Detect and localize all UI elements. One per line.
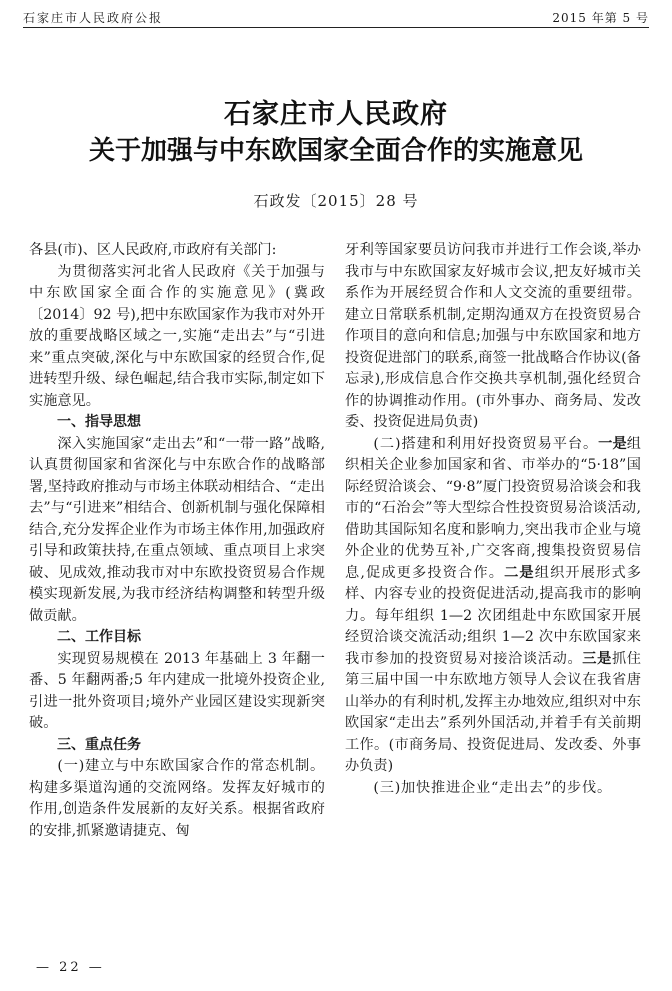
publication-name: 石家庄市人民政府公报 (23, 11, 164, 25)
document-number: 石政发〔2015〕28 号 (253, 192, 419, 210)
key-task-2-paragraph (345, 434, 641, 778)
keyword-first: 一是 (598, 435, 627, 452)
key-task-1-paragraph (29, 756, 325, 842)
keyword-third: 三是 (582, 650, 612, 667)
salutation: 各县(市)、区人民政府,市政府有关部门: (29, 242, 277, 258)
guiding-ideology-paragraph: 深入实施国家“走出去”和“一带一路”战略,认真贯彻国家和省深化与中东欧合作的战略部署,坚持政府推动与市场主体联动相结合、“走出去”与“引进来”相结合、创新机制与强化保障相结合,充分发挥企业作为市场主体作用,加强政府引导和政策扶持,在重点领域、重点项目上求突破、见成效,推动我市对中东欧投资贸易合作规模实现新发展,为我市经济结构调整和转型升级做贡献。 (29, 435, 325, 624)
subheading-investment-platform: (二)搭建和利用好投资贸易平台。 (373, 435, 599, 452)
subheading-going-global: (三)加快推进企业“走出去”的步伐。 (373, 779, 612, 796)
intro-paragraph: 为贯彻落实河北省人民政府《关于加强与中东欧国家全面合作的实施意见》(冀政〔2014〕92 号),把中东欧国家作为我市对外开放的重要战略区域之一,实施“走出去”与“引进来”重点突破,深化与中东欧国家的经贸合作,促进转型升级、绿色崛起,结合我市实际,制定如下实施意见。 (29, 263, 325, 409)
key-task-2-text-a: 组织相关企业参加国家和省、市举办的“5·18”国际经贸洽谈会、“9·8”厦门投资贸易洽谈会和我市的“石治会”等大型综合性投资贸易洽谈活动,借助其国际知名度和影响力,突出我市企业与境外企业的优势互补,广交客商,搜集投资贸易信息,促成更多投资合作。 (345, 435, 641, 581)
title-subject: 关于加强与中东欧国家全面合作的实施意见 (88, 136, 583, 166)
title-issuer: 石家庄市人民政府 (224, 99, 448, 130)
section-heading-key-tasks: 三、重点任务 (57, 736, 141, 753)
page-number: — 22 — (36, 960, 105, 975)
key-task-2-text-b: 组织开展形式多样、内容专业的投资促进活动,提高我市的影响力。每年组织 1—2 次团组赴中东欧国家开展经贸洽谈交流活动;组织 1—2 次中东欧国家来我市参加的投资贸易对接洽谈活动。 (345, 564, 641, 667)
running-header (23, 5, 649, 28)
work-goals-paragraph: 实现贸易规模在 2013 年基础上 3 年翻一番、5 年翻两番;5 年内建成一批境外投资企业,引进一批外资项目;境外产业园区建设实现新突破。 (29, 650, 325, 731)
issue-number: 2015 年第 5 号 (552, 11, 649, 25)
right-column (345, 240, 641, 799)
section-heading-work-goals: 二、工作目标 (57, 629, 141, 645)
key-task-2-text-c: 抓住第三届中国一中东欧地方领导人会议在我省唐山举办的有利时机,发挥主办地效应,组织对中东欧国家“走出去”系列外国活动,并着手有关前期工作。(市商务局、投资促进局、发改委、外事办负责) (345, 650, 641, 774)
keyword-second: 二是 (504, 564, 535, 581)
subheading-normal-mechanism: (一)建立与中东欧国家合作的常态机制。 (57, 758, 325, 774)
left-column (29, 240, 325, 842)
key-task-1-continued: 牙利等国家要员访问我市并进行工作会谈,举办我市与中东欧国家友好城市会议,把友好城市关系作为开展经贸合作和人文交流的重要纽带。建立日常联系机制,定期沟通双方在投资贸易合作项目的意向和信息;加强与中东欧国家和地方投资促进部门的联系,商签一批战略合作协议(备忘录),形成信息合作交换共享机制,强化经贸合作的协调推动作用。(市外事办、商务局、发改委、投资促进局负责) (345, 242, 641, 430)
key-task-1-text: 构建多渠道沟通的交流网络。发挥友好城市的作用,创造条件发展新的友好关系。根据省政府的安排,抓紧邀请捷克、匈 (29, 779, 325, 839)
section-heading-guiding-ideology: 一、指导思想 (57, 414, 141, 430)
